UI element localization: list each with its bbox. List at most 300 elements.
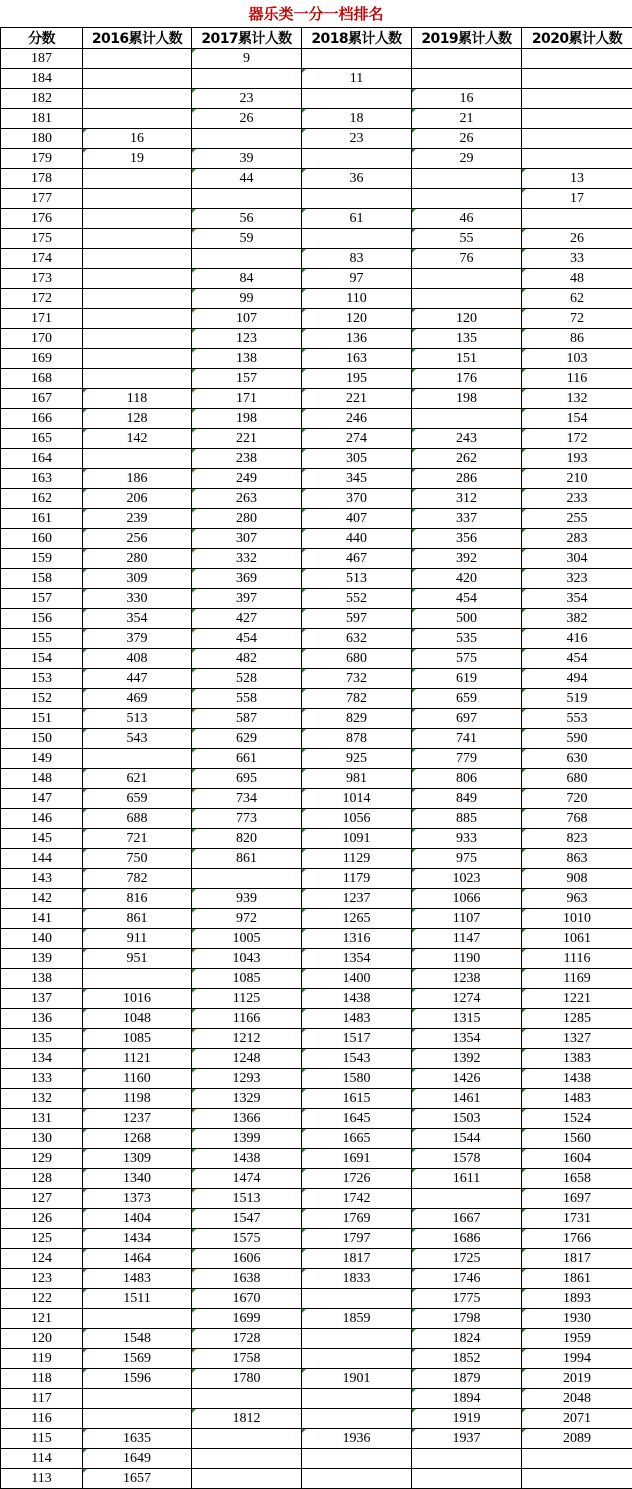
cell-score[interactable]: 128 [1,1169,83,1189]
cell-score[interactable]: 172 [1,289,83,309]
cell-count-2018[interactable]: 1483 [302,1009,412,1029]
cell-count-2018[interactable]: 1742 [302,1189,412,1209]
cell-score[interactable]: 147 [1,789,83,809]
cell-count-2018[interactable]: 552 [302,589,412,609]
cell-count-2018[interactable]: 1769 [302,1209,412,1229]
cell-count-2017[interactable]: 1248 [192,1049,302,1069]
cell-count-2016[interactable]: 1464 [83,1249,192,1269]
cell-count-2017[interactable]: 107 [192,309,302,329]
cell-score[interactable]: 149 [1,749,83,769]
cell-count-2019[interactable]: 151 [412,349,522,369]
cell-count-2019[interactable]: 420 [412,569,522,589]
cell-count-2019[interactable]: 262 [412,449,522,469]
cell-count-2017[interactable]: 59 [192,229,302,249]
cell-count-2017[interactable]: 9 [192,49,302,69]
cell-count-2016[interactable]: 256 [83,529,192,549]
cell-count-2017[interactable]: 1670 [192,1289,302,1309]
cell-count-2019[interactable]: 1725 [412,1249,522,1269]
cell-count-2018[interactable]: 274 [302,429,412,449]
cell-count-2019[interactable]: 55 [412,229,522,249]
cell-score[interactable]: 164 [1,449,83,469]
cell-count-2018[interactable]: 1354 [302,949,412,969]
cell-count-2018[interactable]: 1129 [302,849,412,869]
cell-count-2016[interactable]: 309 [83,569,192,589]
cell-count-2020[interactable]: 1697 [522,1189,632,1209]
cell-count-2016[interactable]: 750 [83,849,192,869]
cell-count-2018[interactable]: 1014 [302,789,412,809]
cell-score[interactable]: 173 [1,269,83,289]
cell-count-2016[interactable]: 469 [83,689,192,709]
cell-count-2019[interactable]: 1354 [412,1029,522,1049]
cell-count-2016[interactable]: 1483 [83,1269,192,1289]
cell-count-2020[interactable]: 553 [522,709,632,729]
cell-score[interactable]: 115 [1,1429,83,1449]
cell-count-2017[interactable]: 1125 [192,989,302,1009]
cell-count-2019[interactable]: 16 [412,89,522,109]
cell-count-2017[interactable]: 1699 [192,1309,302,1329]
cell-count-2020[interactable]: 2048 [522,1389,632,1409]
cell-score[interactable]: 160 [1,529,83,549]
cell-count-2018[interactable]: 1726 [302,1169,412,1189]
cell-count-2018[interactable]: 440 [302,529,412,549]
cell-count-2018[interactable]: 61 [302,209,412,229]
cell-count-2017[interactable]: 427 [192,609,302,629]
cell-count-2018[interactable]: 1645 [302,1109,412,1129]
cell-count-2018[interactable]: 1691 [302,1149,412,1169]
cell-count-2016[interactable] [83,69,192,89]
cell-count-2018[interactable]: 345 [302,469,412,489]
cell-count-2019[interactable]: 1578 [412,1149,522,1169]
cell-count-2016[interactable]: 1569 [83,1349,192,1369]
cell-count-2020[interactable]: 963 [522,889,632,909]
cell-count-2017[interactable]: 629 [192,729,302,749]
cell-count-2020[interactable]: 908 [522,869,632,889]
cell-count-2018[interactable]: 23 [302,129,412,149]
cell-count-2016[interactable]: 354 [83,609,192,629]
cell-count-2018[interactable]: 981 [302,769,412,789]
cell-count-2018[interactable]: 1797 [302,1229,412,1249]
cell-count-2017[interactable]: 123 [192,329,302,349]
cell-count-2018[interactable] [302,229,412,249]
cell-count-2018[interactable]: 680 [302,649,412,669]
cell-count-2016[interactable] [83,329,192,349]
cell-count-2019[interactable]: 135 [412,329,522,349]
cell-count-2018[interactable] [302,89,412,109]
cell-count-2018[interactable]: 1179 [302,869,412,889]
cell-count-2019[interactable]: 1190 [412,949,522,969]
cell-count-2018[interactable] [302,1389,412,1409]
cell-count-2017[interactable] [192,189,302,209]
cell-count-2017[interactable]: 1166 [192,1009,302,1029]
cell-count-2020[interactable]: 416 [522,629,632,649]
cell-count-2020[interactable]: 823 [522,829,632,849]
cell-count-2019[interactable]: 1937 [412,1429,522,1449]
cell-count-2016[interactable]: 239 [83,509,192,529]
cell-score[interactable]: 138 [1,969,83,989]
cell-count-2020[interactable]: 1604 [522,1149,632,1169]
cell-count-2020[interactable]: 382 [522,609,632,629]
cell-score[interactable]: 159 [1,549,83,569]
cell-count-2019[interactable]: 1919 [412,1409,522,1429]
cell-count-2016[interactable]: 1596 [83,1369,192,1389]
cell-score[interactable]: 182 [1,89,83,109]
cell-count-2020[interactable]: 72 [522,309,632,329]
cell-count-2019[interactable]: 575 [412,649,522,669]
cell-count-2019[interactable]: 779 [412,749,522,769]
cell-count-2019[interactable]: 1274 [412,989,522,1009]
cell-count-2017[interactable]: 1547 [192,1209,302,1229]
cell-count-2016[interactable] [83,269,192,289]
cell-count-2019[interactable]: 1238 [412,969,522,989]
cell-count-2016[interactable] [83,349,192,369]
cell-count-2019[interactable]: 392 [412,549,522,569]
cell-count-2020[interactable]: 1061 [522,929,632,949]
cell-count-2018[interactable]: 195 [302,369,412,389]
cell-count-2019[interactable]: 243 [412,429,522,449]
cell-score[interactable]: 125 [1,1229,83,1249]
cell-count-2017[interactable]: 1438 [192,1149,302,1169]
cell-count-2017[interactable]: 1758 [192,1349,302,1369]
cell-count-2016[interactable]: 1434 [83,1229,192,1249]
cell-count-2016[interactable] [83,169,192,189]
cell-count-2018[interactable]: 925 [302,749,412,769]
cell-count-2018[interactable]: 407 [302,509,412,529]
cell-count-2017[interactable]: 138 [192,349,302,369]
cell-count-2018[interactable]: 1817 [302,1249,412,1269]
cell-count-2019[interactable]: 697 [412,709,522,729]
cell-count-2019[interactable] [412,49,522,69]
cell-count-2016[interactable]: 621 [83,769,192,789]
cell-score[interactable]: 121 [1,1309,83,1329]
cell-count-2017[interactable]: 198 [192,409,302,429]
cell-count-2017[interactable]: 221 [192,429,302,449]
cell-count-2016[interactable]: 1237 [83,1109,192,1129]
cell-count-2017[interactable]: 171 [192,389,302,409]
cell-count-2016[interactable]: 19 [83,149,192,169]
cell-count-2017[interactable]: 482 [192,649,302,669]
cell-count-2016[interactable]: 128 [83,409,192,429]
cell-score[interactable]: 171 [1,309,83,329]
cell-count-2018[interactable]: 1237 [302,889,412,909]
header-2019[interactable]: 2019累计人数 [412,28,522,49]
cell-count-2018[interactable]: 632 [302,629,412,649]
cell-count-2017[interactable]: 332 [192,549,302,569]
cell-count-2017[interactable]: 307 [192,529,302,549]
cell-count-2020[interactable]: 193 [522,449,632,469]
cell-count-2016[interactable]: 1657 [83,1469,192,1489]
header-score[interactable]: 分数 [1,28,83,49]
cell-score[interactable]: 162 [1,489,83,509]
cell-count-2019[interactable] [412,289,522,309]
cell-count-2016[interactable]: 408 [83,649,192,669]
cell-count-2019[interactable]: 1023 [412,869,522,889]
cell-count-2016[interactable]: 118 [83,389,192,409]
cell-count-2016[interactable] [83,1309,192,1329]
cell-score[interactable]: 168 [1,369,83,389]
cell-count-2018[interactable]: 878 [302,729,412,749]
cell-count-2017[interactable]: 820 [192,829,302,849]
cell-count-2019[interactable]: 26 [412,129,522,149]
cell-count-2020[interactable]: 1861 [522,1269,632,1289]
cell-score[interactable]: 187 [1,49,83,69]
cell-count-2018[interactable]: 513 [302,569,412,589]
cell-count-2016[interactable] [83,449,192,469]
cell-count-2020[interactable]: 1116 [522,949,632,969]
cell-count-2020[interactable]: 283 [522,529,632,549]
header-2016[interactable]: 2016累计人数 [83,28,192,49]
cell-count-2020[interactable]: 210 [522,469,632,489]
cell-count-2020[interactable]: 1731 [522,1209,632,1229]
cell-count-2017[interactable]: 1513 [192,1189,302,1209]
cell-count-2019[interactable]: 176 [412,369,522,389]
cell-count-2019[interactable]: 975 [412,849,522,869]
cell-count-2017[interactable]: 1575 [192,1229,302,1249]
cell-count-2019[interactable]: 1894 [412,1389,522,1409]
cell-count-2018[interactable]: 597 [302,609,412,629]
cell-count-2020[interactable]: 1383 [522,1049,632,1069]
cell-count-2016[interactable] [83,1409,192,1429]
cell-count-2020[interactable] [522,89,632,109]
cell-count-2019[interactable] [412,1469,522,1489]
cell-score[interactable]: 114 [1,1449,83,1469]
cell-count-2016[interactable]: 142 [83,429,192,449]
cell-score[interactable]: 155 [1,629,83,649]
cell-count-2017[interactable]: 1005 [192,929,302,949]
cell-score[interactable]: 165 [1,429,83,449]
cell-score[interactable]: 120 [1,1329,83,1349]
cell-count-2018[interactable]: 163 [302,349,412,369]
cell-count-2016[interactable]: 330 [83,589,192,609]
cell-count-2017[interactable]: 1812 [192,1409,302,1429]
cell-count-2019[interactable] [412,1449,522,1469]
cell-count-2020[interactable] [522,129,632,149]
cell-score[interactable]: 130 [1,1129,83,1149]
cell-count-2017[interactable]: 528 [192,669,302,689]
cell-count-2019[interactable] [412,69,522,89]
cell-count-2020[interactable]: 86 [522,329,632,349]
cell-count-2020[interactable]: 62 [522,289,632,309]
cell-count-2018[interactable]: 83 [302,249,412,269]
cell-count-2016[interactable]: 816 [83,889,192,909]
cell-count-2017[interactable] [192,1429,302,1449]
cell-count-2019[interactable]: 356 [412,529,522,549]
cell-score[interactable]: 181 [1,109,83,129]
cell-count-2019[interactable] [412,1189,522,1209]
cell-count-2018[interactable]: 1615 [302,1089,412,1109]
cell-count-2017[interactable]: 861 [192,849,302,869]
cell-count-2016[interactable]: 1268 [83,1129,192,1149]
cell-count-2018[interactable]: 1901 [302,1369,412,1389]
cell-count-2020[interactable]: 1221 [522,989,632,1009]
cell-score[interactable]: 122 [1,1289,83,1309]
cell-count-2018[interactable]: 97 [302,269,412,289]
cell-score[interactable]: 135 [1,1029,83,1049]
cell-count-2016[interactable]: 1198 [83,1089,192,1109]
cell-count-2017[interactable]: 1399 [192,1129,302,1149]
cell-count-2016[interactable]: 951 [83,949,192,969]
cell-count-2018[interactable]: 136 [302,329,412,349]
cell-count-2019[interactable]: 1775 [412,1289,522,1309]
cell-count-2018[interactable]: 1517 [302,1029,412,1049]
cell-score[interactable]: 156 [1,609,83,629]
cell-count-2019[interactable]: 29 [412,149,522,169]
cell-count-2020[interactable]: 103 [522,349,632,369]
cell-count-2016[interactable]: 186 [83,469,192,489]
cell-count-2020[interactable]: 13 [522,169,632,189]
cell-count-2019[interactable]: 1544 [412,1129,522,1149]
cell-count-2016[interactable] [83,249,192,269]
cell-count-2020[interactable]: 1327 [522,1029,632,1049]
cell-count-2020[interactable]: 680 [522,769,632,789]
cell-count-2020[interactable]: 519 [522,689,632,709]
cell-count-2019[interactable]: 21 [412,109,522,129]
cell-count-2017[interactable]: 558 [192,689,302,709]
cell-count-2016[interactable] [83,969,192,989]
cell-count-2020[interactable]: 1524 [522,1109,632,1129]
cell-score[interactable]: 144 [1,849,83,869]
cell-score[interactable]: 184 [1,69,83,89]
cell-count-2017[interactable]: 56 [192,209,302,229]
cell-score[interactable]: 178 [1,169,83,189]
cell-count-2017[interactable]: 397 [192,589,302,609]
cell-count-2017[interactable]: 1638 [192,1269,302,1289]
cell-count-2020[interactable]: 255 [522,509,632,529]
cell-count-2019[interactable] [412,269,522,289]
cell-score[interactable]: 169 [1,349,83,369]
cell-count-2017[interactable]: 734 [192,789,302,809]
cell-count-2017[interactable] [192,1469,302,1489]
cell-count-2018[interactable]: 829 [302,709,412,729]
cell-count-2017[interactable]: 773 [192,809,302,829]
cell-count-2017[interactable]: 238 [192,449,302,469]
cell-count-2018[interactable]: 1859 [302,1309,412,1329]
cell-count-2020[interactable]: 116 [522,369,632,389]
cell-score[interactable]: 116 [1,1409,83,1429]
cell-count-2020[interactable] [522,109,632,129]
cell-count-2017[interactable]: 1212 [192,1029,302,1049]
cell-count-2020[interactable]: 1994 [522,1349,632,1369]
cell-count-2017[interactable]: 249 [192,469,302,489]
cell-count-2017[interactable]: 1728 [192,1329,302,1349]
cell-count-2017[interactable]: 1329 [192,1089,302,1109]
cell-count-2019[interactable]: 120 [412,309,522,329]
cell-count-2016[interactable]: 1085 [83,1029,192,1049]
cell-score[interactable]: 124 [1,1249,83,1269]
cell-count-2018[interactable] [302,149,412,169]
cell-count-2020[interactable]: 1959 [522,1329,632,1349]
cell-score[interactable]: 119 [1,1349,83,1369]
cell-count-2016[interactable]: 911 [83,929,192,949]
cell-count-2018[interactable]: 1580 [302,1069,412,1089]
cell-count-2016[interactable] [83,89,192,109]
cell-count-2020[interactable]: 1560 [522,1129,632,1149]
cell-count-2018[interactable]: 120 [302,309,412,329]
cell-score[interactable]: 177 [1,189,83,209]
cell-count-2019[interactable] [412,409,522,429]
cell-score[interactable]: 180 [1,129,83,149]
cell-count-2019[interactable]: 1824 [412,1329,522,1349]
cell-count-2019[interactable]: 500 [412,609,522,629]
cell-count-2018[interactable]: 1091 [302,829,412,849]
cell-score[interactable]: 163 [1,469,83,489]
cell-count-2016[interactable] [83,309,192,329]
cell-count-2020[interactable]: 1010 [522,909,632,929]
cell-count-2020[interactable]: 494 [522,669,632,689]
cell-count-2016[interactable]: 1016 [83,989,192,1009]
cell-count-2016[interactable] [83,49,192,69]
cell-count-2016[interactable]: 16 [83,129,192,149]
cell-count-2016[interactable]: 659 [83,789,192,809]
cell-score[interactable]: 143 [1,869,83,889]
cell-score[interactable]: 148 [1,769,83,789]
cell-count-2016[interactable] [83,189,192,209]
cell-count-2019[interactable]: 659 [412,689,522,709]
cell-count-2017[interactable]: 369 [192,569,302,589]
cell-score[interactable]: 161 [1,509,83,529]
cell-count-2016[interactable]: 1309 [83,1149,192,1169]
cell-count-2019[interactable]: 337 [412,509,522,529]
cell-count-2018[interactable]: 370 [302,489,412,509]
cell-count-2016[interactable]: 1511 [83,1289,192,1309]
cell-count-2020[interactable]: 26 [522,229,632,249]
cell-count-2016[interactable]: 280 [83,549,192,569]
cell-count-2020[interactable]: 1766 [522,1229,632,1249]
cell-count-2019[interactable]: 76 [412,249,522,269]
cell-count-2020[interactable] [522,69,632,89]
cell-count-2016[interactable]: 206 [83,489,192,509]
cell-score[interactable]: 145 [1,829,83,849]
cell-score[interactable]: 170 [1,329,83,349]
cell-count-2019[interactable]: 1461 [412,1089,522,1109]
cell-count-2020[interactable]: 2019 [522,1369,632,1389]
cell-count-2016[interactable]: 1373 [83,1189,192,1209]
cell-score[interactable]: 150 [1,729,83,749]
cell-count-2016[interactable]: 543 [83,729,192,749]
cell-count-2018[interactable]: 1400 [302,969,412,989]
cell-count-2016[interactable]: 1340 [83,1169,192,1189]
cell-count-2017[interactable]: 454 [192,629,302,649]
cell-count-2017[interactable]: 157 [192,369,302,389]
cell-count-2018[interactable] [302,49,412,69]
cell-count-2017[interactable] [192,249,302,269]
cell-count-2020[interactable]: 2071 [522,1409,632,1429]
cell-count-2018[interactable] [302,1329,412,1349]
cell-count-2020[interactable]: 132 [522,389,632,409]
cell-count-2016[interactable] [83,1389,192,1409]
cell-count-2017[interactable]: 1474 [192,1169,302,1189]
cell-count-2019[interactable]: 741 [412,729,522,749]
cell-count-2019[interactable]: 1315 [412,1009,522,1029]
cell-count-2016[interactable]: 379 [83,629,192,649]
cell-score[interactable]: 134 [1,1049,83,1069]
cell-count-2017[interactable]: 44 [192,169,302,189]
cell-count-2017[interactable] [192,1449,302,1469]
cell-count-2018[interactable]: 1438 [302,989,412,1009]
cell-count-2016[interactable] [83,289,192,309]
cell-count-2016[interactable]: 1548 [83,1329,192,1349]
cell-count-2018[interactable]: 18 [302,109,412,129]
cell-score[interactable]: 174 [1,249,83,269]
cell-count-2020[interactable]: 1930 [522,1309,632,1329]
cell-score[interactable]: 136 [1,1009,83,1029]
cell-score[interactable]: 141 [1,909,83,929]
cell-score[interactable]: 113 [1,1469,83,1489]
cell-count-2017[interactable]: 1043 [192,949,302,969]
cell-count-2019[interactable]: 1147 [412,929,522,949]
cell-count-2018[interactable] [302,1469,412,1489]
cell-count-2016[interactable]: 721 [83,829,192,849]
cell-count-2018[interactable]: 1936 [302,1429,412,1449]
